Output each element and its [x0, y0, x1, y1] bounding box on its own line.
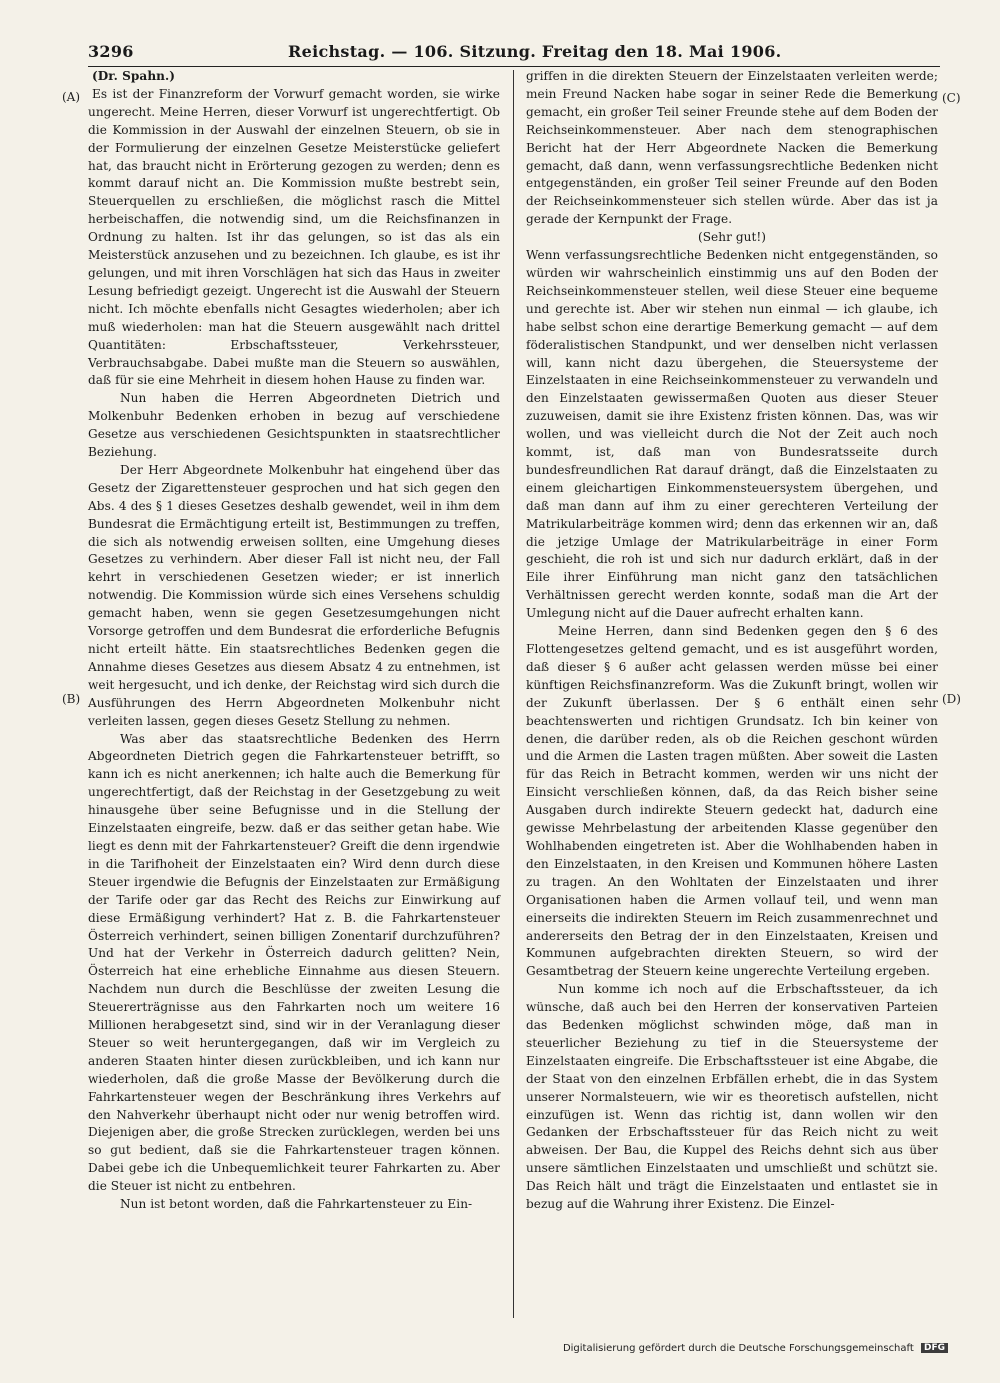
margin-mark-c: (C) — [942, 91, 961, 105]
right-paragraph-1: griffen in die direkten Steuern der Einzelstaaten verleiten werde; mein Freund Nacken habe sogar in seiner Rede die Bemerkung gemacht, ein großer Teil seiner Freunde stehe auf dem Boden der Reichseinkommensteuer. Aber nach dem stenographischen Bericht hat der Herr Abgeordnete Nacken die Bemerkung gemacht, daß dann, wenn verfassungsrechtliche Bedenken nicht entgegenständen, ein großer Teil seiner Freunde auf den Boden der Reichseinkommensteuer sich stellen würde. Aber das ist ja gerade der Kernpunkt der Frage. — [526, 69, 938, 227]
left-paragraph-5: Nun ist betont worden, daß die Fahrkartensteuer zu Ein- — [120, 1197, 473, 1212]
dfg-logo: DFG — [921, 1343, 948, 1353]
credit-text: Digitalisierung gefördert durch die Deutsche Forschungsgemeinschaft — [562, 1343, 914, 1354]
page-header — [88, 40, 940, 66]
left-column — [88, 68, 500, 1214]
header-rule — [88, 66, 940, 67]
right-paragraph-3: Meine Herren, dann sind Bedenken gegen den § 6 des Flottengesetzes geltend gemacht, und es ist ausgeführt worden, daß dieser § 6 außer acht gelassen werden müsse bei einer künftigen Reichsfinanzreform. Was die Zukunft bringt, wollen wir der Zukunft überlassen. Der § 6 enthält einen sehr beachtenswerten und richtigen Grundsatz. Ich bin keiner von denen, die darüber reden, als ob die Reichen geschont würden und die Armen die Lasten tragen müßten. Aber soweit die Lasten für das Reich in Betracht kommen, werden wir uns nicht der Einsicht verschließen können, daß, da das Reich bisher seine Ausgaben durch indirekte Steuern gedeckt hat, dadurch eine gewisse Mehrbelastung der arbeitenden Klasse gegenüber den Wohlhabenden eingetreten ist. Aber die Wohlhabenden haben in den Einzelstaaten, in den Kreisen und Kommunen höhere Lasten zu tragen. An den Wohltaten der Einzelstaaten und ihrer Organisationen haben die Armen vollauf teil, und wenn man einerseits die indirekten Steuern im Reich zusammenrechnet und andererseits den Betrag der in den Einzelstaaten, Kreisen und Kommunen aufgebrachten direkten Steuern, so wird der Gesamtbetrag der Steuern keine ungerechte Verteilung ergeben. — [526, 624, 938, 979]
speaker-label: (Dr. Spahn.) — [92, 69, 176, 83]
left-paragraph-2: Nun haben die Herren Abgeordneten Dietrich und Molkenbuhr Bedenken erhoben in bezug auf verschiedene Gesetze aus verschiedenen Gesichtspunkten in staatsrechtlicher Beziehung. — [88, 391, 500, 460]
interjection: (Sehr gut!) — [697, 230, 767, 245]
right-paragraph-4: Nun komme ich noch auf die Erbschaftssteuer, da ich wünsche, daß auch bei den Herren der konservativen Parteien das Bedenken möglichst schwinden möge, daß man in steuerlicher Beziehung zu tief in die Steuersysteme der Einzelstaaten eingreife. Die Erbschaftssteuer ist eine Abgabe, die der Staat von den einzelnen Erbfällen erhebt, die in das System unserer Normalsteuern, wie wir es theoretisch aufstellen, nicht einzufügen ist. Wenn das richtig ist, dann wollen wir den Gedanken der Erbschaftssteuer für das Reich nicht zu weit abweisen. Der Bau, die Kuppel des Reichs dehnt sich aus über unsere sämtlichen Einzelstaaten und umschließt und schützt sie. Das Reich hält und trägt die Einzelstaaten und entlastet sie in bezug auf die Wahrung ihrer Existenz. Die Einzel- — [526, 982, 938, 1212]
left-paragraph-4: Was aber das staatsrechtliche Bedenken des Herrn Abgeordneten Dietrich gegen die Fahrkartensteuer betrifft, so kann ich es nicht anerkennen; ich halte auch die Bemerkung für ungerechtfertigt, daß der Reichstag in der Gesetzgebung zu weit hinausgehe über seine Befugnisse und in die Stellung der Einzelstaaten eingreife, bezw. daß er das seither getan habe. Wie liegt es denn mit der Fahrkartensteuer? Greift die denn irgendwie in die Tarifhoheit der Einzelstaaten ein? Wird denn durch diese Steuer irgendwie die Befugnis der Einzelstaaten zur Ermäßigung der Tarife oder gar das Recht des Reichs zur Einwirkung auf diese Ermäßigung verhindert? Hat z. B. die Fahrkartensteuer Österreich verhindert, seinen billigen Zonentarif durchzuführen? Und hat der Verkehr in Österreich dadurch gelitten? Nein, Österreich hat eine erhebliche Einnahme aus diesen Steuern. Nachdem nun durch die Beschlüsse der zweiten Lesung die Steuererträgnisse aus den Fahrkarten noch um weitere 16 Millionen herabgesetzt sind, sind wir in der Veranlagung dieser Steuer so weit heruntergegangen, daß wir im Vergleich zu anderen Staaten hinter diesen zurückbleiben, und ich kann nur wiederholen, daß die große Masse der Bevölkerung durch die Fahrkartensteuer wegen der Beschränkung ihres Verkehrs auf den Nahverkehr überhaupt nicht oder nur wenig betroffen wird. Diejenigen aber, die große Strecken zurücklegen, werden bei uns so gut bedient, daß sie die Fahrkartensteuer tragen können. Dabei gebe ich die Unbequemlichkeit teurer Fahrkarten zu. Aber die Steuer ist nicht zu entbehren. — [88, 731, 500, 1194]
right-column — [526, 68, 938, 1214]
left-paragraph-3: Der Herr Abgeordnete Molkenbuhr hat eingehend über das Gesetz der Zigarettensteuer gesprochen und hat sich gegen den Abs. 4 des § 1 dieses Gesetzes deshalb gewendet, weil in ihm dem Bundesrat die Ermächtigung erteilt ist, Bestimmungen zu treffen, die sich als notwendig erweisen sollten, eine Umgehung dieses Gesetzes zu verhindern. Aber dieser Fall ist nicht neu, der Fall kehrt in verschiedenen Gesetzen wieder; er ist innerlich notwendig. Die Kommission würde sich eines Versehens schuldig gemacht haben, wenn sie gegen Gesetzesumgehungen nicht Vorsorge getroffen und dem Bundesrat die erforderliche Befugnis nicht erteilt hätte. Ein staatsrechtliches Bedenken gegen die Annahme dieses Gesetzes aus diesem Absatz 4 zu entnehmen, ist weit hergesucht, und ich denke, der Reichstag wird sich durch die Ausführungen des Herrn Abgeordneten Molkenbuhr nicht verleiten lassen, gegen dieses Gesetz Stellung zu nehmen. — [88, 462, 500, 728]
margin-mark-d: (D) — [942, 692, 961, 706]
page-title: Reichstag. — 106. Sitzung. Freitag den 18. Mai 1906. — [288, 42, 782, 61]
left-paragraph-1: Es ist der Finanzreform der Vorwurf gemacht worden, sie wirke ungerecht. Meine Herren, dieser Vorwurf ist ungerechtfertigt. Ob die Kommission in der Auswahl der einzelnen Steuern, ob sie in der Formulierung der einzelnen Gesetze Meisterstücke geliefert hat, das braucht nicht in Erörterung gezogen zu werden; denn es kommt darauf nicht an. Die Kommission mußte bestrebt sein, Steuerquellen zu erschließen, die möglichst rasch die Mittel herbeischaffen, die notwendig sind, um die Reichsfinanzen in Ordnung zu halten. Ist ihr das gelungen, so ist das als ein Meisterstück anzusehen und zu bezeichnen. Ich glaube, es ist ihr gelungen, und mit ihren Vorschlägen hat sich das Haus in zweiter Lesung befriedigt gezeigt. Ungerecht ist die Auswahl der Steuern nicht. Ich möchte ebenfalls nicht Gesagtes wiederholen; aber ich muß wiederholen: man hat die Steuern ausgewählt nach drittel Quantitäten: Erbschaftssteuer, Verkehrssteuer, Verbrauchsabgabe. Dabei mußte man die Steuern so auswählen, daß für sie eine Mehrheit in diesem hohen Hause zu finden war. — [88, 86, 500, 388]
margin-mark-b: (B) — [62, 692, 81, 706]
page-number: 3296 — [88, 42, 134, 61]
margin-mark-a: (A) — [62, 90, 81, 104]
column-divider — [513, 70, 514, 1318]
right-paragraph-2: Wenn verfassungsrechtliche Bedenken nicht entgegenständen, so würden wir wahrscheinlich einstimmig uns auf den Boden der Reichseinkommensteuer stellen, weil diese Steuer eine bequeme und gerechte ist. Aber wir stehen nun einmal — ich glaube, ich habe selbst schon eine derartige Bemerkung gemacht — auf dem föderalistischen Standpunkt, und wer denselben nicht verlassen will, kann nicht dazu übergehen, die Steuersysteme der Einzelstaaten in eine Reichseinkommensteuer zu verwandeln und den Einzelstaaten gewissermaßen Quoten aus dieser Steuer zuzuweisen, damit sie ihre Existenz fristen können. Das, was wir wollen, und was vielleicht durch die Not der Zeit auch noch kommt, ist, daß man von Bundesratsseite durch bundesfreundlichen Rat darauf drängt, daß die Einzelstaaten zu einem gleichartigen Einkommensteuersystem übergehen, und daß man dann auf ihm zu einer gerechteren Verteilung der Matrikularbeiträge kommen wird; denn das erkennen wir an, daß die jetzige Umlage der Matrikularbeiträge in einer Form geschieht, die roh ist und sich nur dadurch erklärt, daß in der Eile ihrer Einführung man nicht ganz den tatsächlichen Verhältnissen gerecht werden konnte, sodaß man die Art der Umlegung nicht auf die Dauer aufrecht erhalten kann. — [526, 248, 938, 621]
digitization-credit — [563, 1343, 948, 1354]
